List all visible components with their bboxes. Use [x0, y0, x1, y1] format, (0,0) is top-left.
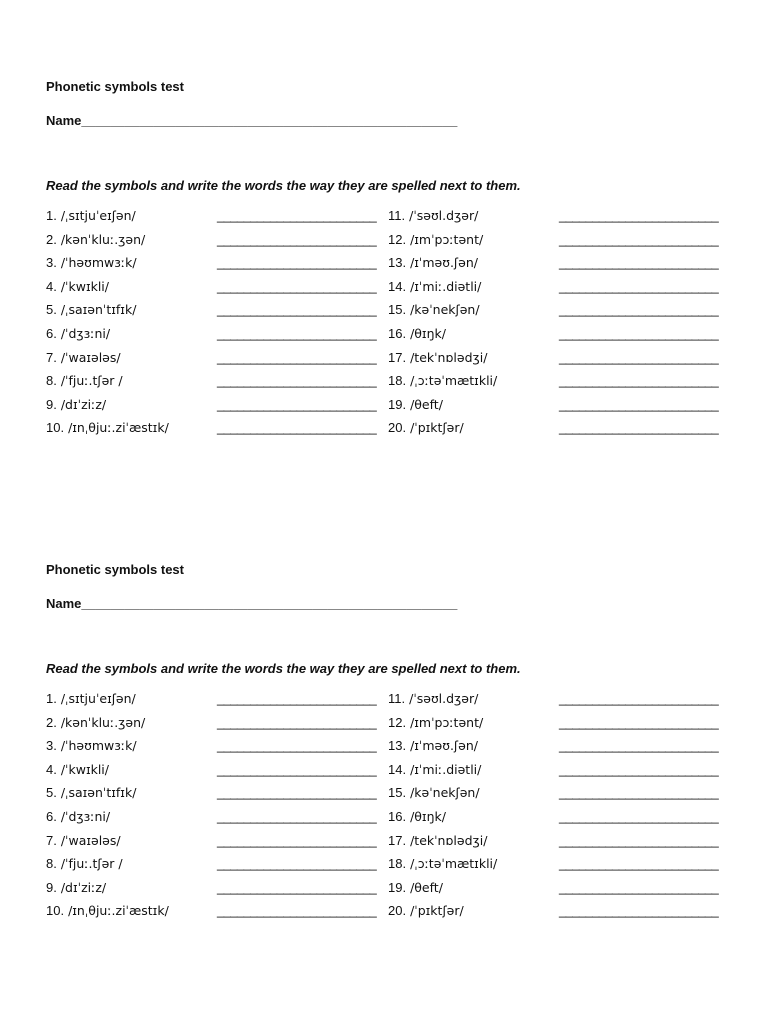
answer-blank[interactable]: ________________________: [559, 856, 719, 872]
phonetic-symbol: /θɪŋk/: [410, 325, 446, 341]
phonetic-symbol: /kəˈnekʃǝn/: [410, 302, 480, 318]
worksheet-title: Phonetic symbols test: [46, 79, 184, 94]
question-item: [388, 880, 733, 904]
question-item: [388, 255, 733, 279]
phonetic-symbol: /ˈdʒɜːni/: [60, 808, 111, 824]
answer-blank[interactable]: ________________________: [217, 325, 377, 341]
name-field: Name____________________________________________________: [46, 596, 458, 611]
question-number: 5.: [46, 302, 57, 318]
phonetic-symbol: /ˈkwɪkli/: [60, 278, 109, 294]
question-number: 11.: [388, 691, 406, 706]
question-item: [46, 279, 391, 303]
question-item: [46, 738, 391, 762]
phonetic-symbol: /tekˈnɒlədʒi/: [410, 349, 488, 365]
question-list-left: [46, 691, 391, 927]
question-item: [388, 208, 733, 232]
question-number: 4.: [46, 761, 57, 777]
answer-blank[interactable]: ________________________: [217, 373, 377, 389]
answer-blank[interactable]: ________________________: [217, 832, 377, 848]
question-number: 9.: [46, 396, 57, 412]
question-number: 7.: [46, 832, 57, 848]
question-number: 7.: [46, 349, 57, 365]
phonetic-symbol: /kənˈkluː.ʒǝn/: [60, 714, 146, 730]
answer-blank[interactable]: ________________________: [217, 714, 377, 730]
phonetic-symbol: /ˈfjuː.tʃǝr /: [60, 856, 123, 872]
phonetic-symbol: /ˈwaɪələs/: [60, 349, 121, 365]
phonetic-symbol: /ˈsəʊl.dʒǝr/: [409, 208, 479, 223]
answer-blank[interactable]: ________________________: [217, 738, 377, 754]
phonetic-symbol: /ˈdʒɜːni/: [60, 325, 111, 341]
question-number: 19.: [388, 879, 407, 895]
question-item: [388, 232, 733, 256]
question-item: [46, 715, 391, 739]
question-number: 11.: [388, 208, 406, 223]
answer-blank[interactable]: ________________________: [559, 255, 719, 271]
phonetic-symbol: /θeft/: [410, 396, 443, 412]
answer-blank[interactable]: ________________________: [217, 396, 377, 412]
phonetic-symbol: /kəˈnekʃǝn/: [410, 785, 480, 801]
question-number: 15.: [388, 302, 407, 318]
question-number: 19.: [388, 396, 407, 412]
question-number: 20.: [388, 420, 407, 436]
question-number: 14.: [388, 278, 407, 294]
answer-blank[interactable]: ________________________: [217, 761, 377, 777]
phonetic-symbol: /ɪnˌθjuː.ziˈæstɪk/: [68, 420, 169, 436]
answer-blank[interactable]: ________________________: [217, 208, 377, 223]
question-number: 17.: [388, 832, 407, 848]
question-item: [388, 279, 733, 303]
name-field: Name____________________________________________________: [46, 113, 458, 128]
answer-blank[interactable]: ________________________: [559, 278, 719, 294]
phonetic-symbol: /ˈfjuː.tʃǝr /: [60, 373, 123, 389]
phonetic-symbol: /dɪˈziːz/: [60, 879, 107, 895]
phonetic-symbol: /kənˈkluː.ʒǝn/: [60, 231, 146, 247]
phonetic-symbol: /ɪmˈpɔːtǝnt/: [410, 714, 484, 730]
question-number: 18.: [388, 856, 407, 872]
question-number: 5.: [46, 785, 57, 801]
question-number: 17.: [388, 349, 407, 365]
question-number: 6.: [46, 808, 57, 824]
answer-blank[interactable]: ________________________: [217, 278, 377, 294]
question-number: 13.: [388, 738, 407, 754]
answer-blank[interactable]: ________________________: [217, 691, 377, 706]
answer-blank[interactable]: ________________________: [559, 325, 719, 341]
phonetic-symbol: /θɪŋk/: [410, 808, 446, 824]
answer-blank[interactable]: ________________________: [559, 808, 719, 824]
answer-blank[interactable]: ________________________: [217, 349, 377, 365]
question-item: [46, 809, 391, 833]
question-item: [46, 785, 391, 809]
phonetic-symbol: /ˈwaɪələs/: [60, 832, 121, 848]
question-number: 3.: [46, 255, 57, 271]
question-item: [388, 738, 733, 762]
question-number: 12.: [388, 714, 407, 730]
answer-blank[interactable]: ________________________: [559, 396, 719, 412]
question-item: [388, 903, 733, 927]
question-number: 20.: [388, 903, 407, 919]
question-number: 15.: [388, 785, 407, 801]
question-number: 6.: [46, 325, 57, 341]
phonetic-symbol: /θeft/: [410, 879, 443, 895]
phonetic-symbol: /ˈsəʊl.dʒǝr/: [409, 691, 479, 706]
phonetic-symbol: /ˈpɪktʃǝr/: [410, 420, 464, 436]
question-item: [46, 255, 391, 279]
phonetic-symbol: /ɪˈmiː.diətli/: [410, 278, 482, 294]
question-item: [46, 397, 391, 421]
question-item: [46, 880, 391, 904]
question-item: [388, 833, 733, 857]
question-item: [388, 373, 733, 397]
phonetic-symbol: /ɪˈmiː.diətli/: [410, 761, 482, 777]
phonetic-symbol: /dɪˈziːz/: [60, 396, 107, 412]
phonetic-symbol: /ˌsaɪənˈtɪfɪk/: [60, 785, 137, 801]
phonetic-symbol: /ɪˈməʊ.ʃǝn/: [410, 255, 478, 271]
question-number: 3.: [46, 738, 57, 754]
question-item: [46, 373, 391, 397]
question-item: [388, 350, 733, 374]
question-item: [388, 715, 733, 739]
phonetic-symbol: /ɪmˈpɔːtǝnt/: [410, 231, 484, 247]
phonetic-symbol: /tekˈnɒlədʒi/: [410, 832, 488, 848]
answer-blank[interactable]: ________________________: [217, 785, 377, 801]
question-number: 12.: [388, 231, 407, 247]
answer-blank[interactable]: ________________________: [559, 349, 719, 365]
phonetic-symbol: /ɪˈməʊ.ʃǝn/: [410, 738, 478, 754]
question-item: [388, 785, 733, 809]
question-number: 1.: [46, 208, 57, 223]
phonetic-symbol: /ɪnˌθjuː.ziˈæstɪk/: [68, 903, 169, 919]
question-number: 2.: [46, 714, 57, 730]
question-list-left: [46, 208, 391, 444]
question-list-right: [388, 208, 733, 444]
answer-blank[interactable]: ________________________: [559, 832, 719, 848]
question-number: 18.: [388, 373, 407, 389]
answer-blank[interactable]: ________________________: [217, 420, 377, 436]
answer-blank[interactable]: ________________________: [559, 420, 719, 436]
phonetic-symbol: /ˈkwɪkli/: [60, 761, 109, 777]
question-item: [46, 302, 391, 326]
question-number: 9.: [46, 879, 57, 895]
phonetic-symbol: /ˌsaɪənˈtɪfɪk/: [60, 302, 137, 318]
answer-blank[interactable]: ________________________: [559, 302, 719, 318]
answer-blank[interactable]: ________________________: [217, 903, 377, 919]
question-item: [46, 903, 391, 927]
worksheet-title: Phonetic symbols test: [46, 562, 184, 577]
phonetic-symbol: /ˈhəʊmwɜːk/: [60, 738, 137, 754]
answer-blank[interactable]: ________________________: [559, 714, 719, 730]
question-number: 4.: [46, 278, 57, 294]
question-item: [388, 691, 733, 715]
question-number: 14.: [388, 761, 407, 777]
answer-blank[interactable]: ________________________: [559, 903, 719, 919]
question-number: 10.: [46, 420, 65, 436]
answer-blank[interactable]: ________________________: [559, 373, 719, 389]
question-number: 16.: [388, 808, 407, 824]
question-item: [46, 420, 391, 444]
phonetic-symbol: /ˈhəʊmwɜːk/: [60, 255, 137, 271]
question-item: [46, 833, 391, 857]
question-item: [46, 326, 391, 350]
question-item: [388, 856, 733, 880]
question-item: [388, 420, 733, 444]
answer-blank[interactable]: ________________________: [559, 738, 719, 754]
question-item: [388, 326, 733, 350]
question-number: 10.: [46, 903, 65, 919]
question-item: [388, 762, 733, 786]
answer-blank[interactable]: ________________________: [559, 879, 719, 895]
answer-blank[interactable]: ________________________: [559, 785, 719, 801]
phonetic-symbol: /ˌsɪtjuˈeɪʃǝn/: [60, 208, 136, 223]
instruction-text: Read the symbols and write the words the way they are spelled next to them.: [46, 178, 521, 193]
instruction-text: Read the symbols and write the words the way they are spelled next to them.: [46, 661, 521, 676]
question-number: 8.: [46, 373, 57, 389]
question-item: [388, 809, 733, 833]
question-list-right: [388, 691, 733, 927]
answer-blank[interactable]: ________________________: [217, 879, 377, 895]
answer-blank[interactable]: ________________________: [217, 808, 377, 824]
worksheet-1: [46, 79, 736, 549]
question-number: 13.: [388, 255, 407, 271]
question-item: [46, 232, 391, 256]
question-item: [388, 397, 733, 421]
answer-blank[interactable]: ________________________: [559, 231, 719, 247]
question-item: [46, 691, 391, 715]
answer-blank[interactable]: ________________________: [217, 302, 377, 318]
question-number: 16.: [388, 325, 407, 341]
phonetic-symbol: /ˌɔːtəˈmætɪkli/: [410, 856, 498, 872]
phonetic-symbol: /ˌsɪtjuˈeɪʃǝn/: [60, 691, 136, 706]
question-item: [46, 208, 391, 232]
answer-blank[interactable]: ________________________: [559, 208, 719, 223]
question-item: [46, 350, 391, 374]
phonetic-symbol: /ˈpɪktʃǝr/: [410, 903, 464, 919]
worksheet-2: [46, 562, 736, 1032]
answer-blank[interactable]: ________________________: [217, 856, 377, 872]
question-item: [388, 302, 733, 326]
question-item: [46, 762, 391, 786]
answer-blank[interactable]: ________________________: [217, 231, 377, 247]
question-number: 2.: [46, 231, 57, 247]
answer-blank[interactable]: ________________________: [559, 691, 719, 706]
answer-blank[interactable]: ________________________: [559, 761, 719, 777]
question-number: 1.: [46, 691, 57, 706]
phonetic-symbol: /ˌɔːtəˈmætɪkli/: [410, 373, 498, 389]
question-number: 8.: [46, 856, 57, 872]
answer-blank[interactable]: ________________________: [217, 255, 377, 271]
question-item: [46, 856, 391, 880]
